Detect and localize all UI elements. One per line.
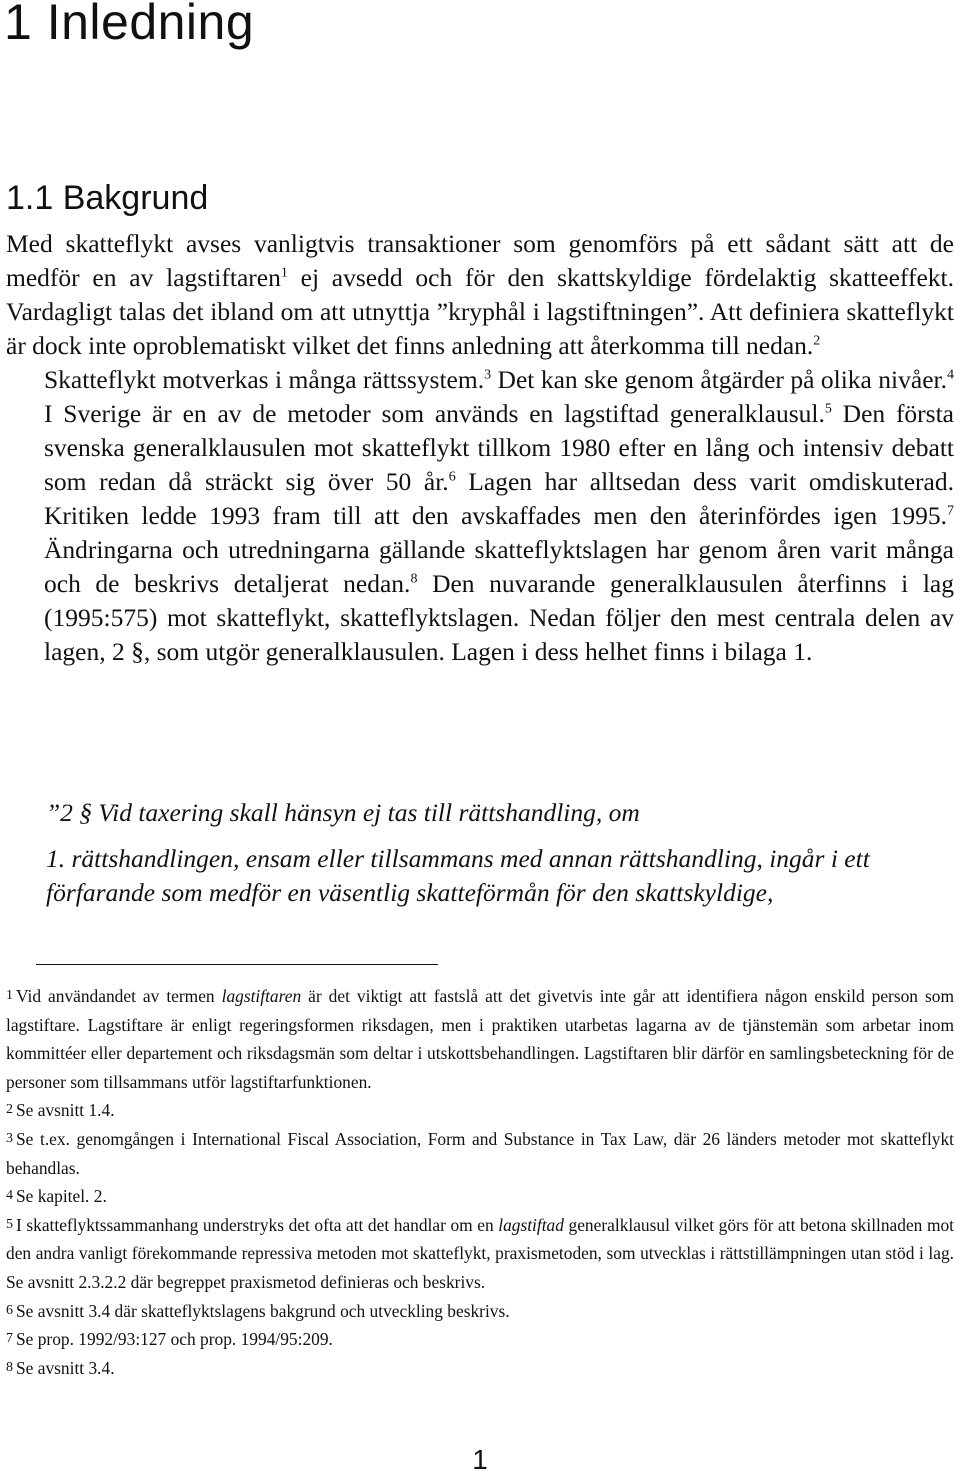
footnote-5: 5 I skatteflyktssammanhang understryks det ofta att det handlar om en lagstiftad generalklausul vilket görs för att betona skillnaden mot den andra vanligt förekommande repressiva metoden mot skatteflykt, praxismetoden, som utvecklas i rättstillämpningen utan stöd i lag. Se avsnitt 2.3.2.2 där begreppet praxismetod definieras och beskrivs. xyxy=(6,1214,954,1292)
footnote-4: 4 Se kapitel. 2. xyxy=(6,1186,107,1207)
body-text xyxy=(6,227,954,669)
footnote-ref-1[interactable]: 1 xyxy=(280,265,288,281)
footnote-1: 1 Vid användandet av termen lagstiftaren är det viktigt att fastslå att det givetvis inte går att identifiera någon enskild person som lagstiftare. Lagstiftare är enligt regeringsformen riksdagen, men i praktiken utarbetas lagarna av de tjänstemän som arbetar inom kommittéer eller departement och riksdagsmän som deltar i utskottsbehandlingen. Lagstiftaren blir därför en samlingsbeteckning för de personer som tillsammans utför lagstiftarfunktionen. xyxy=(6,986,954,1092)
footnote-6: 6 Se avsnitt 3.4 där skatteflyktslagens bakgrund och utveckling beskrivs. xyxy=(6,1300,510,1321)
footnote-7: 7 Se prop. 1992/93:127 och prop. 1994/95:209. xyxy=(6,1329,333,1350)
chapter-heading: 1 Inledning xyxy=(4,0,255,50)
footnote-2: 2 Se avsnitt 1.4. xyxy=(6,1100,115,1121)
footnote-ref-6[interactable]: 6 xyxy=(448,469,456,485)
footnote-ref-2[interactable]: 2 xyxy=(813,333,821,349)
footnote-ref-5[interactable]: 5 xyxy=(824,401,832,417)
footnote-ref-4[interactable]: 4 xyxy=(946,367,954,383)
section-heading: 1.1 Bakgrund xyxy=(6,179,209,217)
paragraph-2: Skatteflykt motverkas i många rättssystem.$^3$ Det kan ske genom åtgärder på olika nivåer.$^4$ I Sverige är en av de metoder som används en lagstiftad generalklausul.$^5$ Den första svenska generalklausulen mot skatteflykt tillkom 1980 efter en lång och intensiv debatt som redan då sträckt sig över 50 år.$^6$ Lagen har alltsedan dess varit omdiskuterad. Kritiken ledde 1993 fram till att den avskaffades men den återinfördes igen 1995.$^7$ Ändringarna och utredningarna gällande skatteflyktslagen har genom åren varit många och de beskrivs detaljerat nedan.$^8$ Den nuvarande generalklausulen återfinns i lag (1995:575) mot skatteflykt, skatteflyktslagen. Nedan följer den mest centrala delen av lagen, 2 §, som utgör generalklausulen. Lagen i dess helhet finns i bilaga 1. xyxy=(44,365,955,666)
law-quote-item: 1. rättshandlingen, ensam eller tillsammans med annan rättshandling, ingår i ett förfarande som medför en väsentlig skatteförmån för den skattskyldige, xyxy=(46,844,870,907)
footnote-8: 8 Se avsnitt 3.4. xyxy=(6,1357,115,1378)
page-number: 1 xyxy=(472,1444,488,1475)
footnote-3: 3 Se t.ex. genomgången i International Fiscal Association, Form and Substance in Tax Law, där 26 länders metoder mot skatteflykt behandlas. xyxy=(6,1128,954,1178)
footnotes xyxy=(6,982,954,1382)
footnote-ref-7[interactable]: 7 xyxy=(946,503,954,519)
footnote-ref-3[interactable]: 3 xyxy=(484,367,492,383)
paragraph-1: Med skatteflykt avses vanligtvis transaktioner som genomförs på ett sådant sätt att de medför en av lagstiftaren$^1$ ej avsedd och för den skattskyldige fördelaktig skatteeffekt. Vardagligt talas det ibland om att utnyttja ”kryphål i lagstiftningen”. Att definiera skatteflykt är dock inte oproblematiskt vilket det finns anledning att återkomma till nedan.$^2$ xyxy=(6,229,954,360)
footnote-ref-8[interactable]: 8 xyxy=(410,571,418,587)
law-quote-intro: ”2 § Vid taxering skall hänsyn ej tas till rättshandling, om xyxy=(46,798,640,827)
footnote-separator xyxy=(36,964,438,965)
